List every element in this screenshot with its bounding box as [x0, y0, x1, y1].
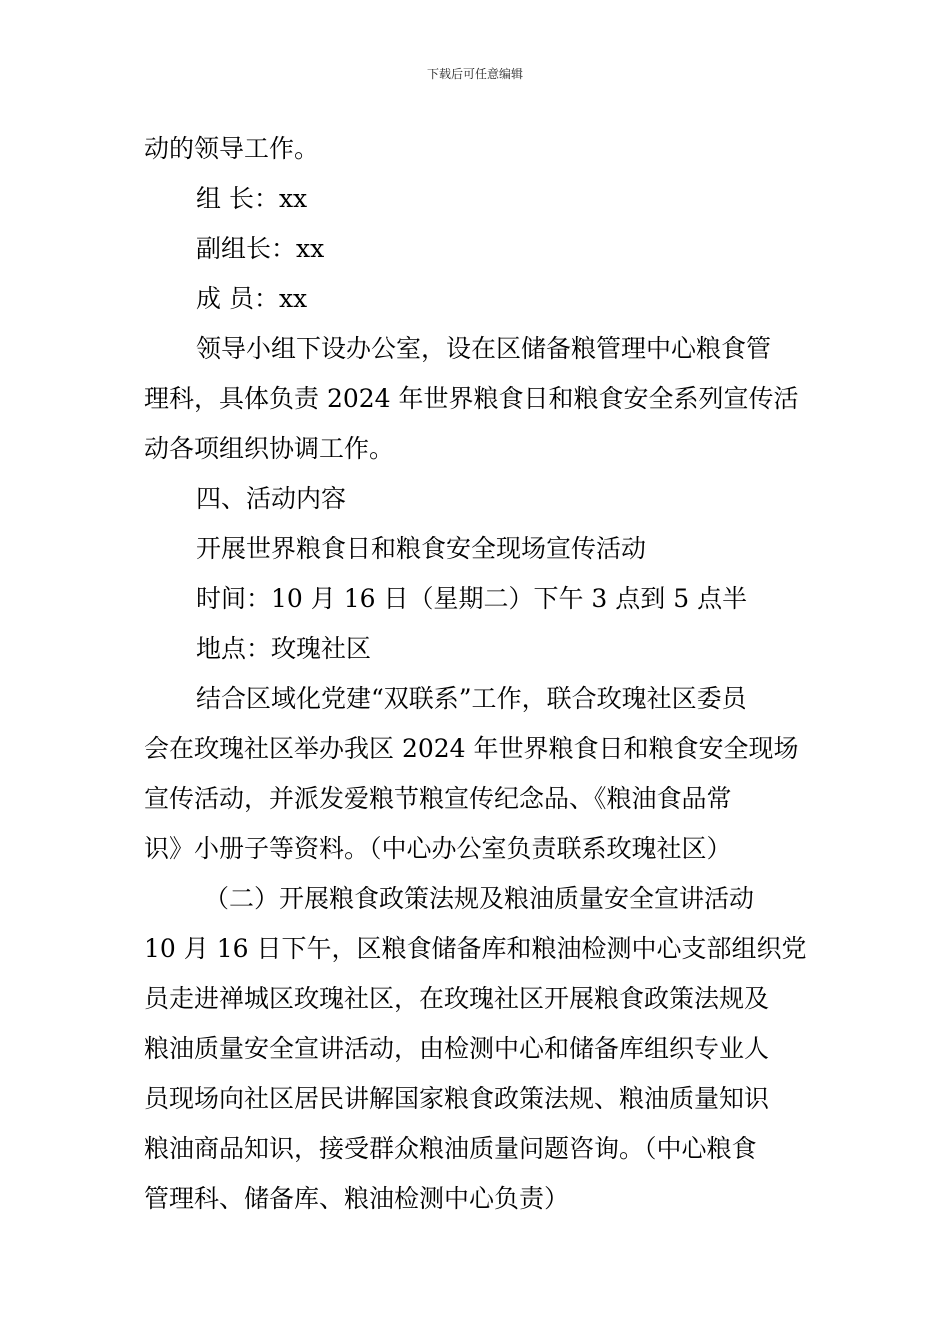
text-line: 员走进禅城区玫瑰社区，在玫瑰社区开展粮食政策法规及: [144, 984, 770, 1013]
text-line: 成 员：xx: [196, 284, 308, 313]
text-line: 结合区域化党建“双联系”工作，联合玫瑰社区委员: [196, 684, 747, 713]
text-line: 管理科、储备库、粮油检测中心负责）: [144, 1184, 570, 1213]
text-line: 地点：玫瑰社区: [196, 634, 372, 663]
section-heading: 四、活动内容: [196, 484, 347, 513]
page-header: 下载后可任意编辑: [426, 67, 523, 81]
text-line: 粮油质量安全宣讲活动，由检测中心和储备库组织专业人: [144, 1034, 770, 1063]
text-line: 宣传活动，并派发爱粮节粮宣传纪念品、《粮油食品常: [144, 784, 732, 813]
text-line: 领导小组下设办公室，设在区储备粮管理中心粮食管: [196, 334, 772, 363]
text-line: 理科，具体负责 2024 年世界粮食日和粮食安全系列宣传活: [144, 384, 799, 413]
text-line: 10 月 16 日下午，区粮食储备库和粮油检测中心支部组织党: [144, 934, 807, 963]
text-line: 会在玫瑰社区举办我区 2024 年世界粮食日和粮食安全现场: [144, 734, 799, 763]
text-line: 时间：10 月 16 日（星期二）下午 3 点到 5 点半: [196, 584, 748, 613]
text-line: 副组长：xx: [196, 234, 325, 263]
text-line: 员现场向社区居民讲解国家粮食政策法规、粮油质量知识: [144, 1084, 770, 1113]
subsection-heading: （二）开展粮食政策法规及粮油质量安全宣讲活动: [204, 884, 755, 913]
document-body: [144, 124, 808, 1224]
text-line: 动各项组织协调工作。: [144, 434, 395, 463]
text-line: 识》小册子等资料。（中心办公室负责联系玫瑰社区）: [144, 834, 732, 863]
text-line: 动的领导工作。: [144, 134, 320, 163]
text-line: 组 长：xx: [196, 184, 308, 213]
text-line: 粮油商品知识，接受群众粮油质量问题咨询。（中心粮食: [144, 1134, 757, 1163]
subsection-heading: 开展世界粮食日和粮食安全现场宣传活动: [196, 534, 647, 563]
